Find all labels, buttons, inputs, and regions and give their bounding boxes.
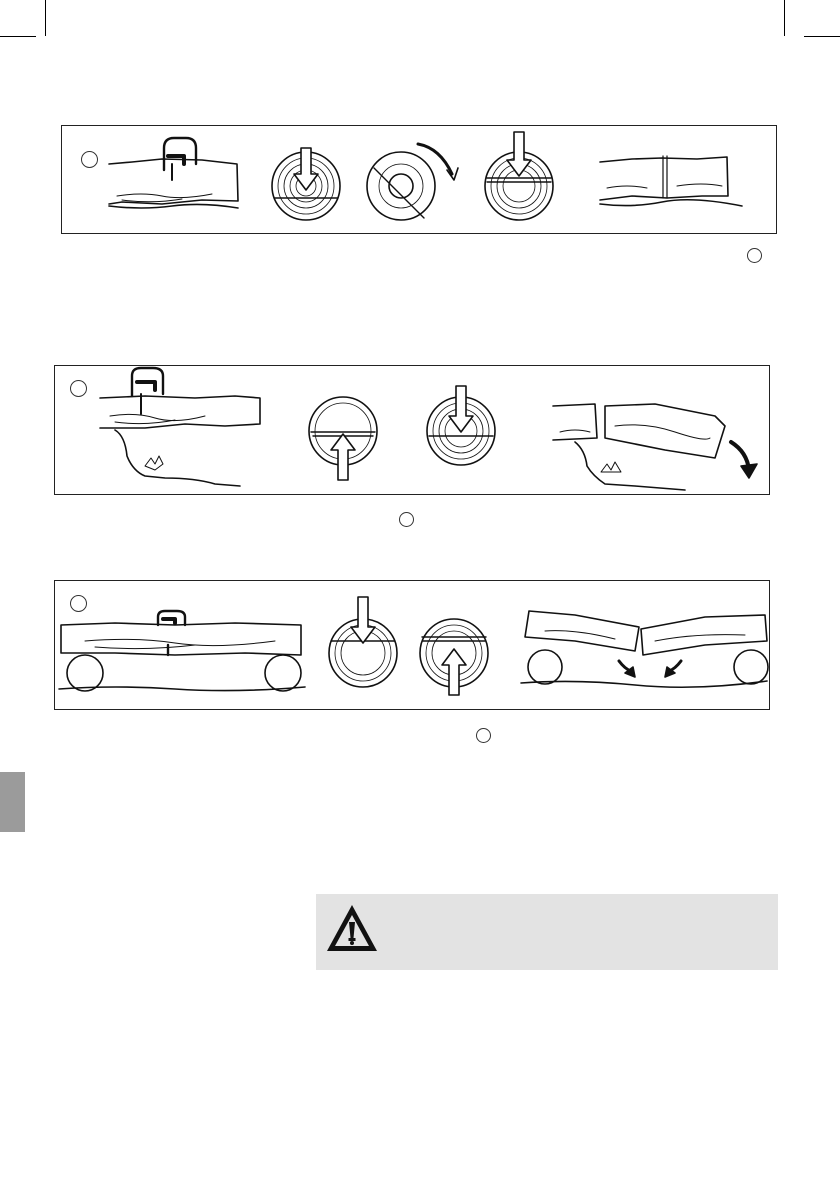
warning-triangle-icon bbox=[324, 902, 380, 954]
figure-1-illustration bbox=[62, 126, 778, 235]
warning-box bbox=[316, 894, 778, 970]
crop-mark-top-right-horizontal bbox=[804, 36, 840, 37]
figure-log-supported-both-ends bbox=[54, 580, 770, 710]
crop-mark-top-left-horizontal bbox=[0, 36, 36, 37]
figure-log-on-ground bbox=[61, 125, 777, 234]
crop-mark-top-left-vertical bbox=[45, 0, 46, 36]
text-ref-marker-3 bbox=[476, 728, 491, 743]
text-ref-marker-2 bbox=[399, 512, 414, 527]
figure-2-illustration bbox=[55, 366, 771, 496]
figure-3-illustration bbox=[55, 581, 771, 711]
figure-log-overhang bbox=[54, 365, 770, 495]
chapter-side-tab bbox=[0, 772, 25, 832]
text-ref-marker-1 bbox=[747, 248, 762, 263]
crop-mark-top-right-vertical bbox=[784, 0, 785, 36]
